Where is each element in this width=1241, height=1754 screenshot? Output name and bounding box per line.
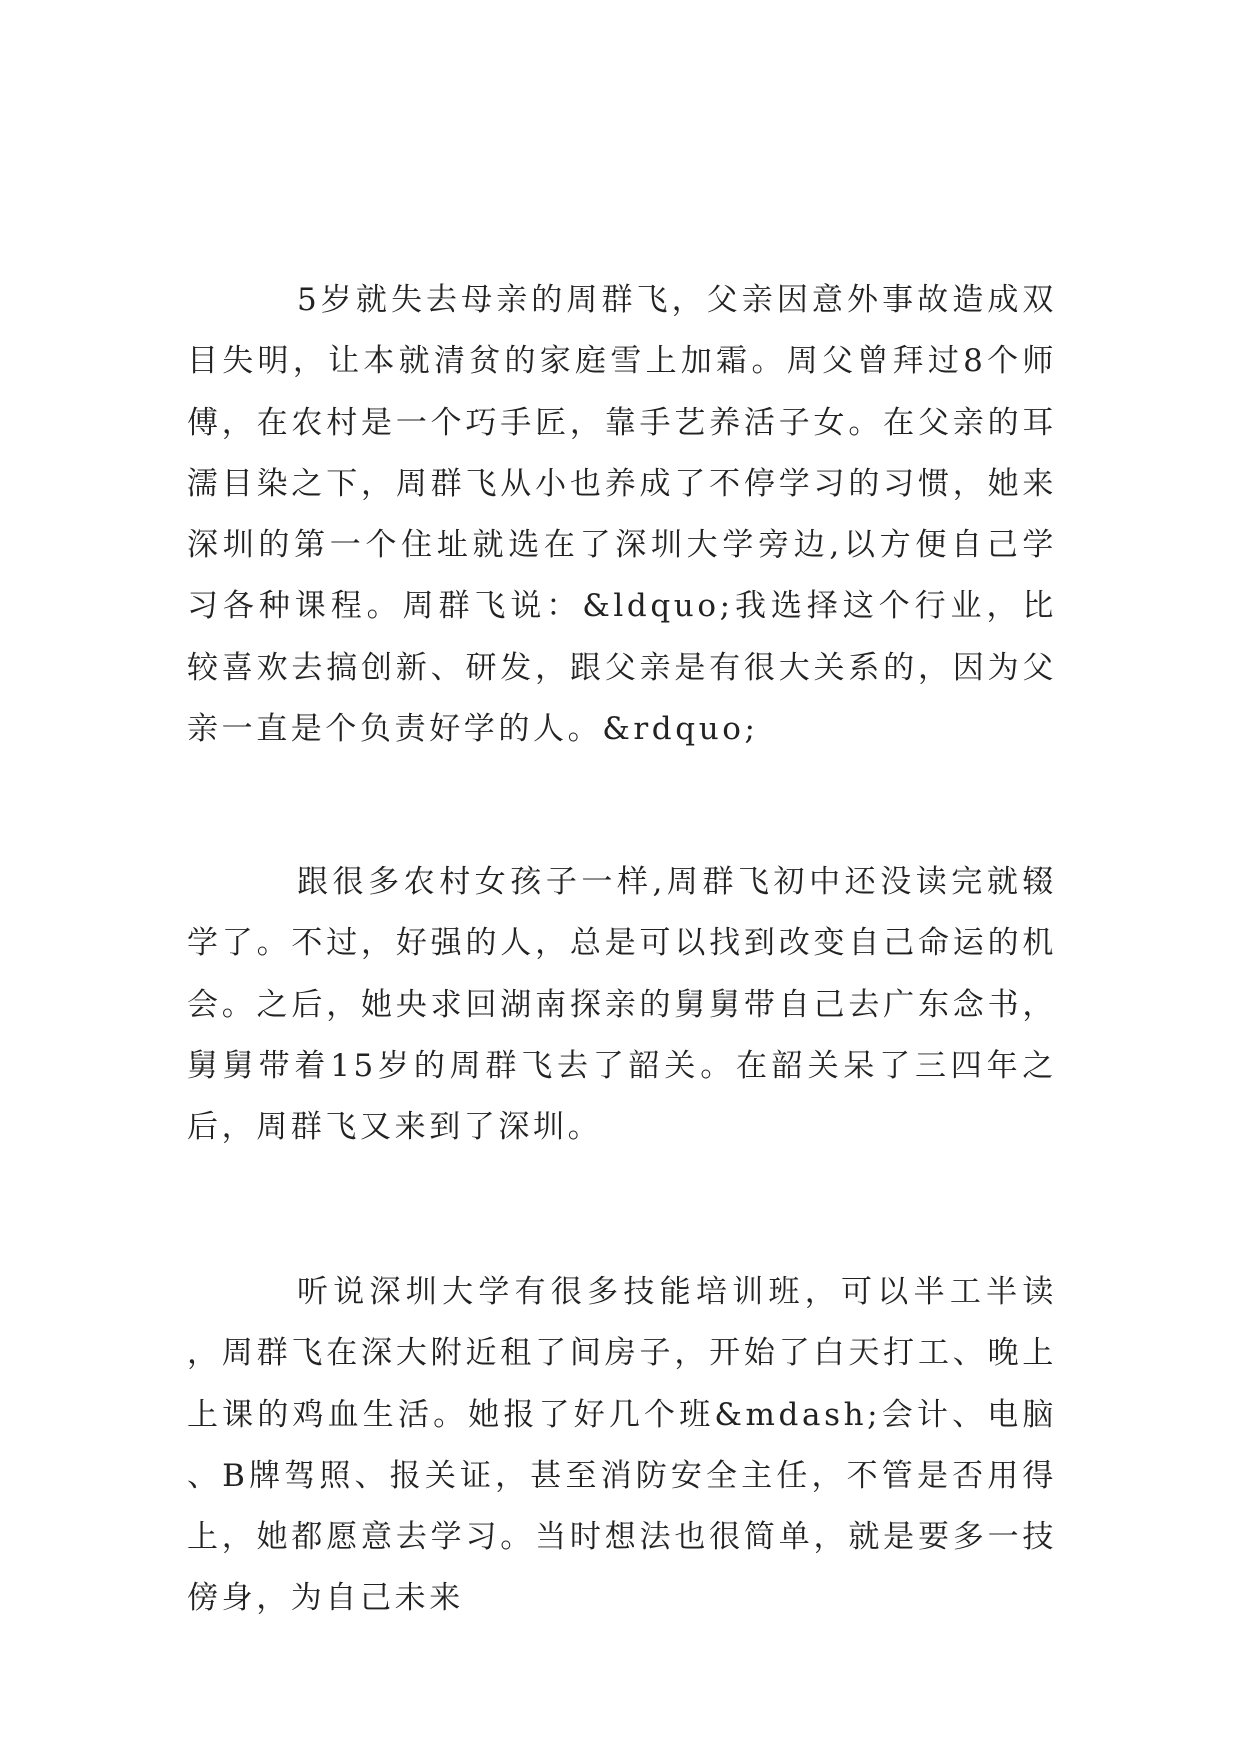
paragraph-shenzhen-training: 听说深圳大学有很多技能培训班，可以半工半读，周群飞在深大附近租了间房子，开始了白天打工、晚上上课的鸡血生活。她报了好几个班&mdash;会计、电脑、B牌驾照、报关证，甚至消防安全主任，不管是否用得上，她都愿意去学习。当时想法也很简单，就是要多一技傍身，为自己未来	[187, 1274, 1057, 1617]
paragraph-dropout-and-move: 跟很多农村女孩子一样,周群飞初中还没读完就辍学了。不过，好强的人，总是可以找到改变自己命运的机会。之后，她央求回湖南探亲的舅舅带自己去广东念书，舅舅带着15岁的周群飞去了韶关。在韶关呆了三四年之后，周群飞又来到了深圳。	[187, 864, 1057, 1146]
paragraph-zhou-qunfei-childhood: 5岁就失去母亲的周群飞，父亲因意外事故造成双目失明，让本就清贫的家庭雪上加霜。周父曾拜过8个师傅，在农村是一个巧手匠，靠手艺养活子女。在父亲的耳濡目染之下，周群飞从小也养成了不停学习的习惯，她来深圳的第一个住址就选在了深圳大学旁边,以方便自己学习各种课程。周群飞说：&ldquo;我选择这个行业，比较喜欢去搞创新、研发，跟父亲是有很大关系的，因为父亲一直是个负责好学的人。&rdquo;	[187, 282, 1057, 748]
